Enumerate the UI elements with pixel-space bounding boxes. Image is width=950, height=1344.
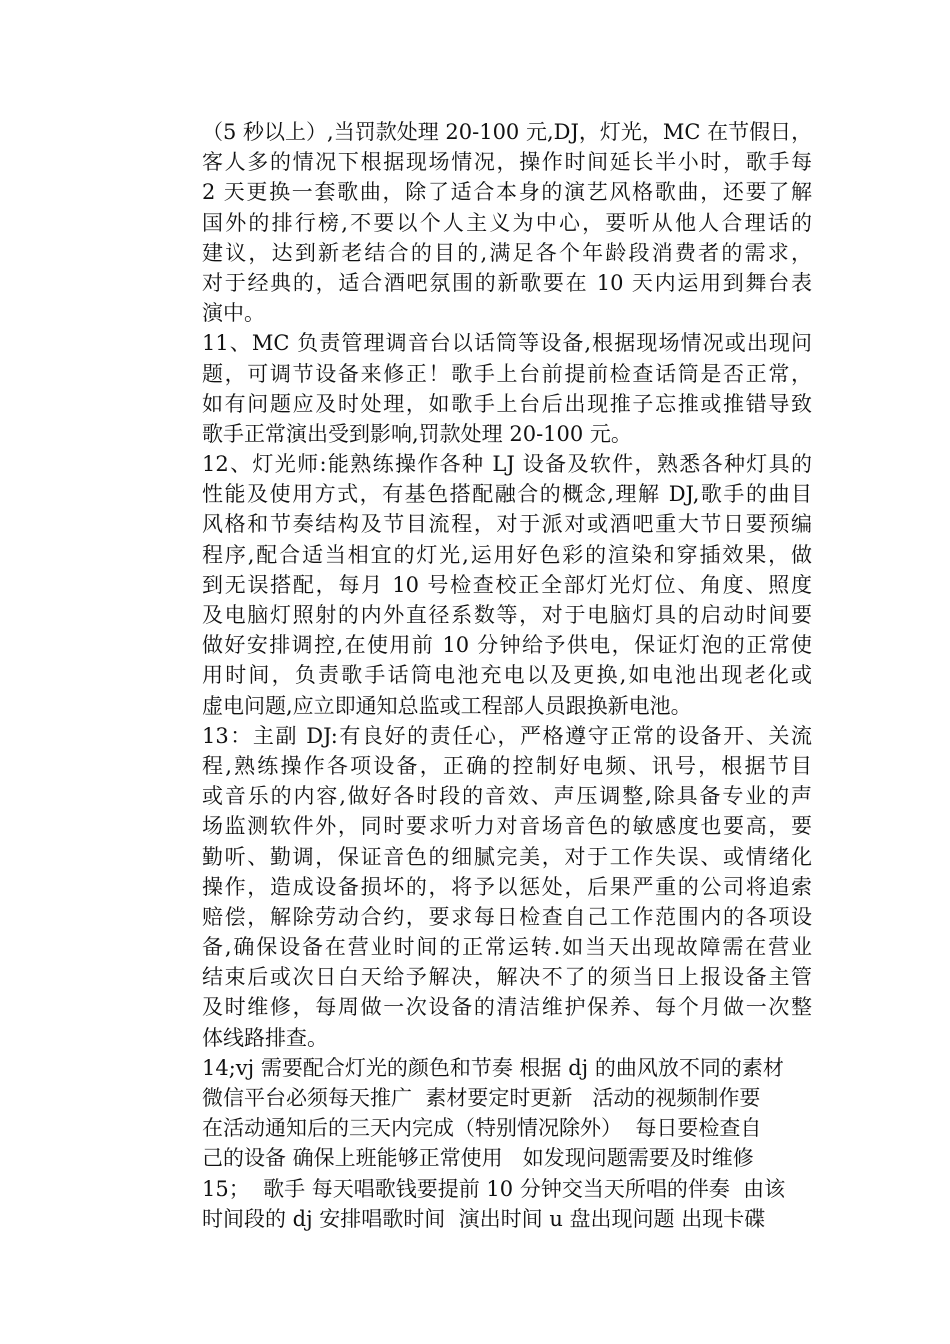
text-line: 风格和节奏结构及节目流程，对于派对或酒吧重大节日要预编 bbox=[202, 512, 812, 537]
text-line: 在活动通知后的三天内完成（特别情况除外） 每日要检查自 bbox=[202, 1116, 762, 1141]
text-line: 及时维修，每周做一次设备的清洁维护保养、每个月做一次整 bbox=[202, 995, 812, 1020]
text-line: 客人多的情况下根据现场情况，操作时间延长半小时，歌手每 bbox=[202, 150, 812, 175]
text-line: 操作，造成设备损坏的，将予以惩处，后果严重的公司将追索 bbox=[202, 874, 812, 899]
text-line: 程,熟练操作各项设备，正确的控制好电频、讯号，根据节目 bbox=[202, 753, 812, 778]
text-line: 时间段的 dj 安排唱歌时间 演出时间 u 盘出现问题 出现卡碟 bbox=[202, 1206, 766, 1231]
text-line: 题，可调节设备来修正！歌手上台前提前检查话筒是否正常， bbox=[202, 361, 812, 386]
text-line: 歌手正常演出受到影响,罚款处理 20-100 元。 bbox=[202, 421, 632, 446]
text-line: 体线路排查。 bbox=[202, 1025, 328, 1050]
text-line: 13：主副 DJ:有良好的责任心，严格遵守正常的设备开、关流 bbox=[202, 723, 812, 748]
text-line: 微信平台必须每天推广 素材要定时更新 活动的视频制作要 bbox=[202, 1086, 761, 1110]
text-line: 15； 歌手 每天唱歌钱要提前 10 分钟交当天所唱的伴奏 由该 bbox=[202, 1176, 786, 1201]
text-line: 勤听、勤调，保证音色的细腻完美，对于工作失误、或情绪化 bbox=[202, 844, 812, 869]
text-line: 到无误搭配，每月 10 号检查校正全部灯光灯位、角度、照度 bbox=[202, 572, 812, 597]
text-line: 对于经典的，适合酒吧氛围的新歌要在 10 天内运用到舞台表 bbox=[202, 270, 812, 295]
text-line: 己的设备 确保上班能够正常使用 如发现问题需要及时维修 bbox=[202, 1146, 754, 1171]
text-line: 赔偿，解除劳动合约，要求每日检查自己工作范围内的各项设 bbox=[202, 904, 812, 929]
text-line: 11、MC 负责管理调音台以话筒等设备,根据现场情况或出现问 bbox=[202, 331, 812, 356]
text-line: 如有问题应及时处理，如歌手上台后出现推子忘推或推错导致 bbox=[202, 391, 812, 416]
text-line: 2 天更换一套歌曲，除了适合本身的演艺风格歌曲，还要了解 bbox=[202, 180, 812, 205]
body-text bbox=[202, 117, 812, 1234]
text-line: 备,确保设备在营业时间的正常运转.如当天出现故障需在营业 bbox=[202, 935, 812, 960]
text-line: 建议，达到新老结合的目的,满足各个年龄段消费者的需求， bbox=[202, 240, 812, 265]
text-line: 用时间，负责歌手话筒电池充电以及更换,如电池出现老化或 bbox=[202, 663, 812, 688]
text-line: 场监测软件外，同时要求听力对音场音色的敏感度也要高，要 bbox=[202, 814, 812, 839]
text-line: 虚电问题,应立即通知总监或工程部人员跟换新电池。 bbox=[202, 693, 692, 718]
text-line: 国外的排行榜,不要以个人主义为中心，要听从他人合理话的 bbox=[202, 210, 812, 235]
text-line: 做好安排调控,在使用前 10 分钟给予供电，保证灯泡的正常使 bbox=[202, 633, 812, 658]
text-line: 程序,配合适当相宜的灯光,运用好色彩的渲染和穿插效果，做 bbox=[202, 542, 812, 567]
text-line: 演中。 bbox=[202, 301, 265, 326]
text-line: （5 秒以上）,当罚款处理 20-100 元,DJ，灯光，MC 在节假日， bbox=[202, 120, 813, 144]
text-line: 及电脑灯照射的内外直径系数等，对于电脑灯具的启动时间要 bbox=[202, 603, 812, 627]
text-line: 12、灯光师:能熟练操作各种 LJ 设备及软件，熟悉各种灯具的 bbox=[202, 452, 812, 477]
text-line: 结束后或次日白天给予解决，解决不了的须当日上报设备主管 bbox=[202, 965, 812, 990]
text-line: 或音乐的内容,做好各时段的音效、声压调整,除具备专业的声 bbox=[202, 784, 812, 809]
text-line: 14;vj 需要配合灯光的颜色和节奏 根据 dj 的曲风放不同的素材 bbox=[202, 1055, 784, 1080]
text-line: 性能及使用方式，有基色搭配融合的概念,理解 DJ,歌手的曲目 bbox=[202, 482, 812, 507]
